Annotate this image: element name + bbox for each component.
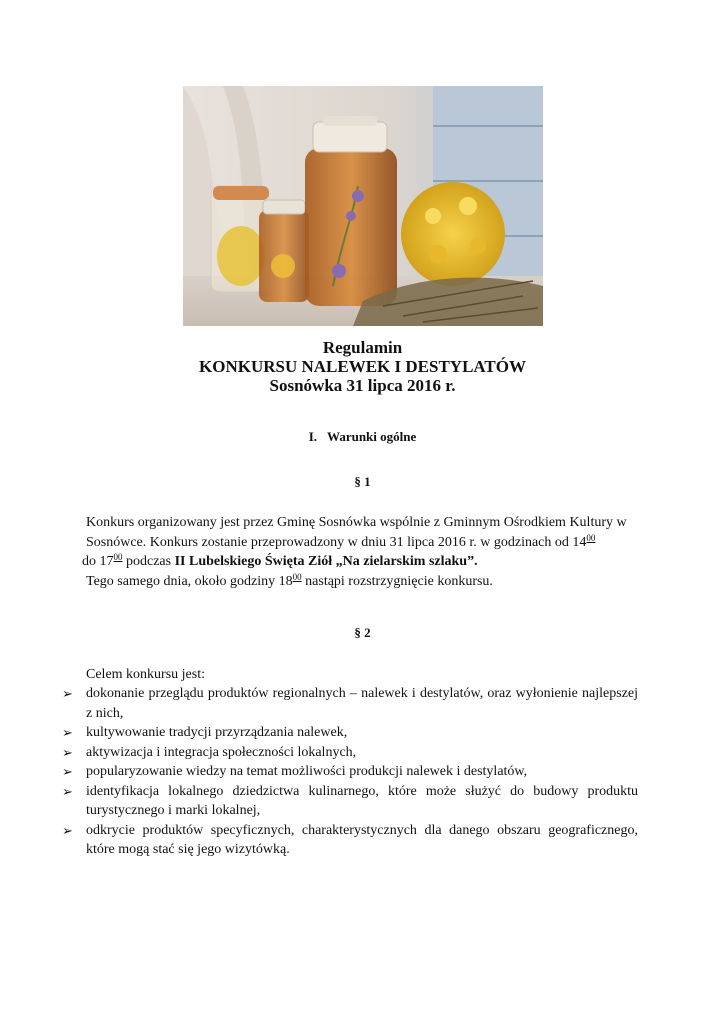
list-item-text: popularyzowanie wiedzy na temat możliwości produkcji nalewek i destylatów, bbox=[86, 764, 528, 779]
p1-sup-3: 00 bbox=[292, 571, 302, 582]
paragraph-2-intro: Celem konkursu jest: bbox=[86, 667, 205, 682]
arrow-bullet-icon: ➢ bbox=[62, 783, 73, 799]
list-item-text: aktywizacja i integracja społeczności lokalnych, bbox=[86, 744, 357, 760]
arrow-bullet-icon: ➢ bbox=[62, 686, 73, 701]
goals-list bbox=[62, 684, 638, 860]
document-title bbox=[0, 338, 725, 395]
list-item-text: identyfikacja lokalnego dziedzictwa kulinarnego, które może służyć do budowy produktu turystycznego i marki lokalnej, bbox=[86, 783, 638, 818]
p1-text-e: nastąpi rozstrzygnięcie konkursu. bbox=[301, 573, 493, 589]
p1-sup-1: 00 bbox=[586, 532, 596, 543]
p1-sup-2: 00 bbox=[113, 552, 123, 562]
paragraph-mark-2: § 2 bbox=[354, 625, 371, 640]
list-item-text: odkrycie produktów specyficznych, charakterystycznych dla danego obszaru geograficznego, które mogą stać się jego wizytówką. bbox=[86, 822, 638, 857]
section-title: Warunki ogólne bbox=[327, 429, 417, 444]
section-number: I. bbox=[308, 429, 318, 444]
list-item bbox=[62, 723, 638, 743]
title-line-date: Sosnówka 31 lipca 2016 r. bbox=[269, 376, 456, 395]
p1-text-b: do 17 bbox=[82, 554, 114, 569]
section-heading bbox=[0, 429, 725, 445]
p1-event-name: II Lubelskiego Święta Ziół „Na zielarskim szlaku”. bbox=[174, 554, 478, 569]
list-item bbox=[62, 762, 638, 782]
list-item-text: dokonanie przeglądu produktów regionalnych – nalewek i destylatów, oraz wyłonienie najlepszej z nich, bbox=[86, 686, 638, 721]
list-item bbox=[62, 743, 638, 763]
paragraph-mark-1: § 1 bbox=[354, 474, 371, 489]
list-item bbox=[62, 782, 638, 821]
arrow-bullet-icon: ➢ bbox=[62, 725, 73, 740]
list-item bbox=[62, 821, 638, 860]
arrow-bullet-icon: ➢ bbox=[62, 822, 73, 838]
arrow-bullet-icon: ➢ bbox=[62, 744, 73, 760]
list-item bbox=[62, 684, 638, 723]
p1-text-c: podczas bbox=[122, 554, 175, 569]
arrow-bullet-icon: ➢ bbox=[62, 764, 73, 779]
paragraph-1-text bbox=[82, 513, 642, 591]
title-line-regulamin: Regulamin bbox=[322, 338, 403, 357]
herbal-jars-photo bbox=[183, 86, 543, 326]
title-line-contest: KONKURSU NALEWEK I DESTYLATÓW bbox=[199, 357, 526, 376]
p1-text-a: Konkurs organizowany jest przez Gminę Sosnówka wspólnie z Gminnym Ośrodkiem Kultury w Sosnówce. Konkurs zostanie przeprowadzony w dniu 31 lipca 2016 r. w godzinach od 14 bbox=[86, 515, 627, 550]
list-item-text: kultywowanie tradycji przyrządzania nalewek, bbox=[86, 725, 348, 740]
p1-text-d: Tego samego dnia, około godziny 18 bbox=[86, 573, 293, 589]
